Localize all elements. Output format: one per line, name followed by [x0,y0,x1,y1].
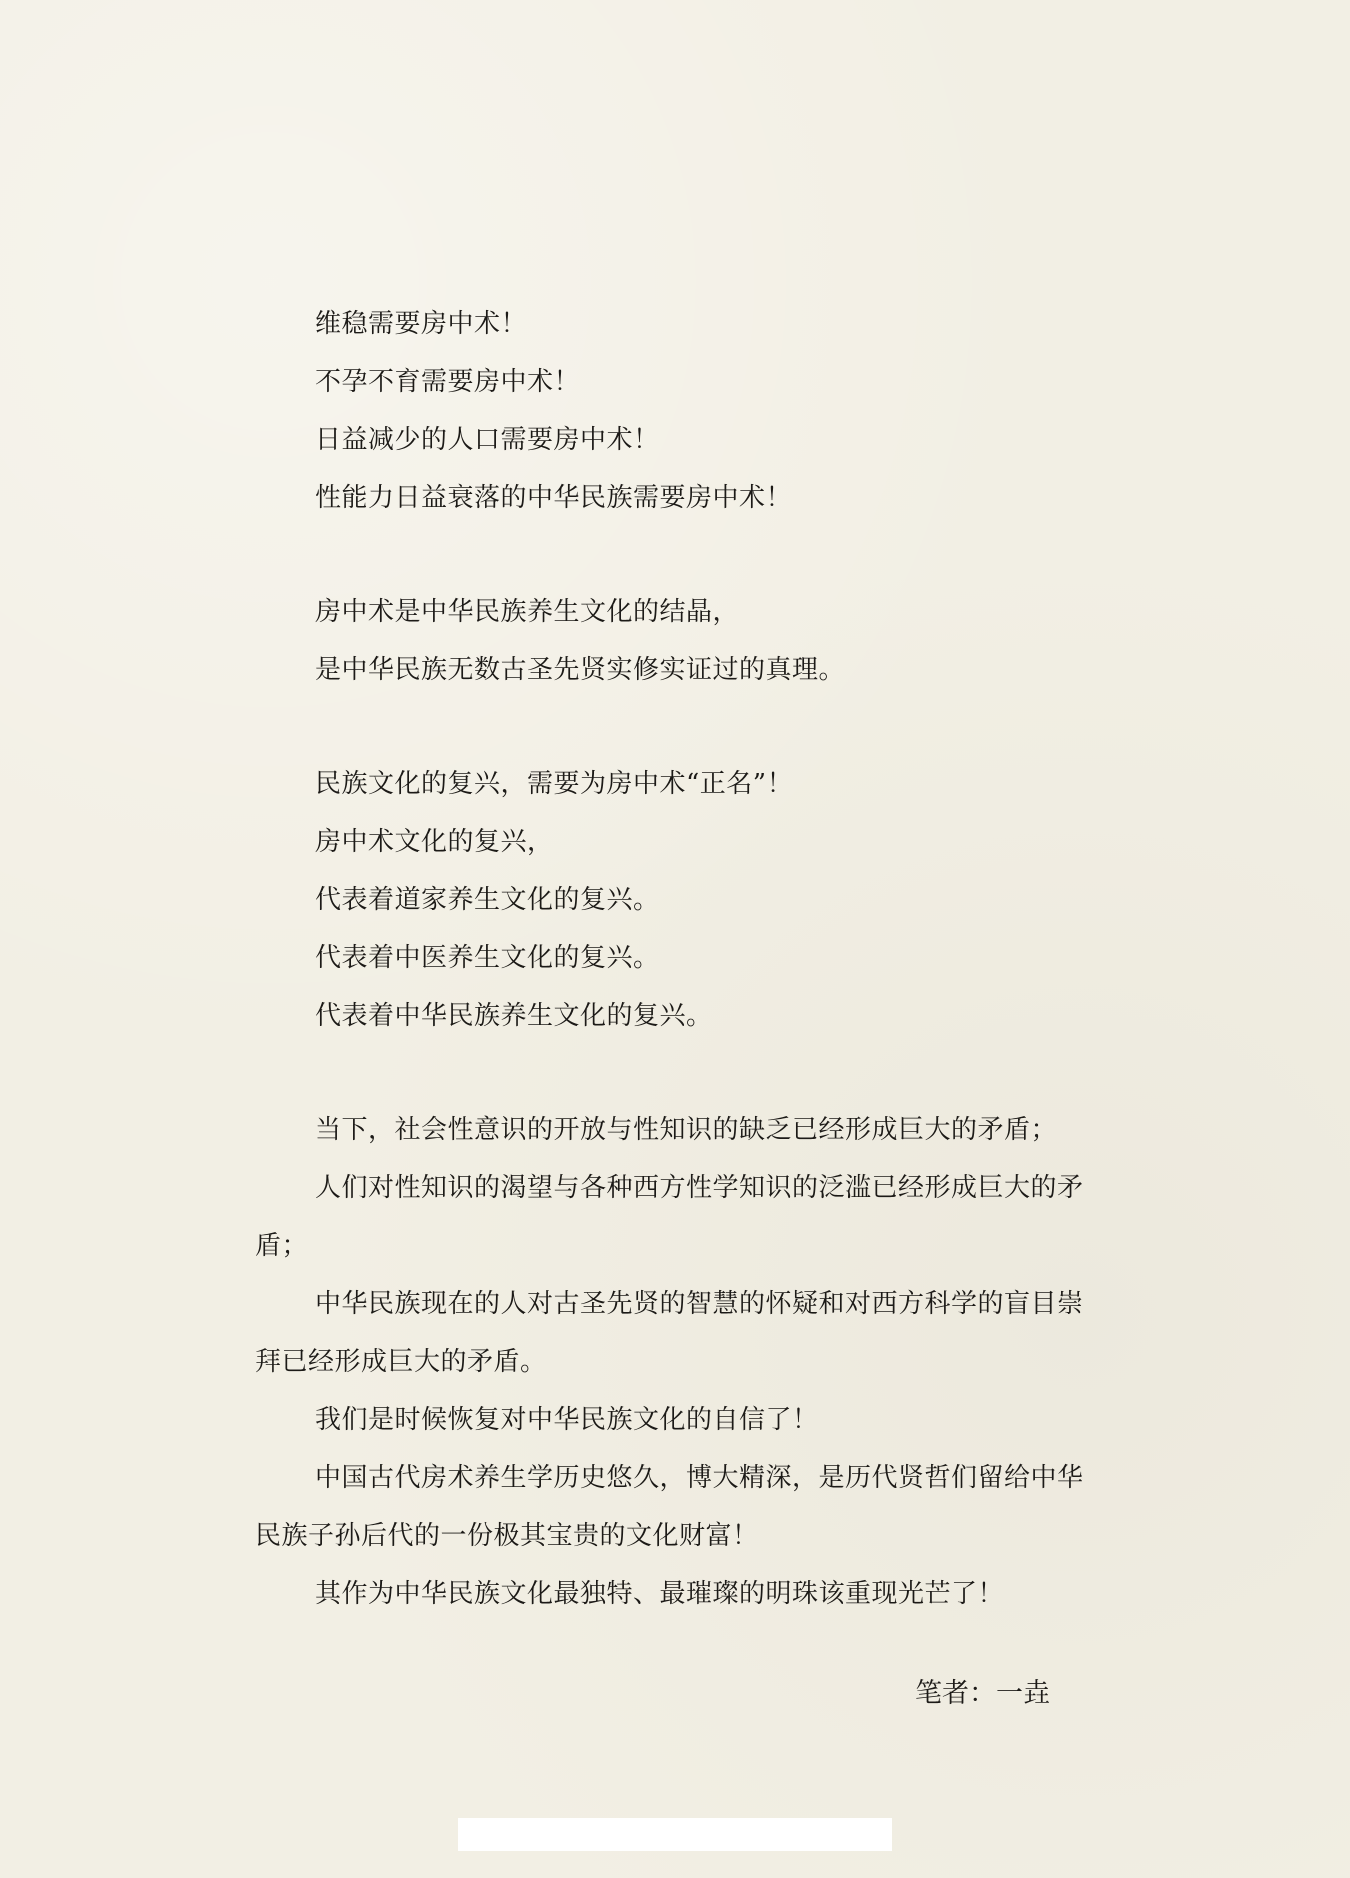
section2-line-1: 房中术是中华民族养生文化的结晶， [315,597,740,627]
section-gap [255,699,1105,755]
section4-paragraph-2: 人们对性知识的渴望与各种西方性学知识的泛滥已经形成巨大的矛盾； [255,1173,1084,1261]
section3-line-5: 代表着中华民族养生文化的复兴。 [315,1001,713,1031]
section1-line-4: 性能力日益衰落的中华民族需要房中术！ [315,483,793,513]
section1-line-2: 不孕不育需要房中术！ [315,367,581,397]
section4-paragraph-4: 我们是时候恢复对中华民族文化的自信了！ [315,1405,819,1435]
section3-line-4: 代表着中医养生文化的复兴。 [315,943,660,973]
section-gap [255,527,1105,583]
section4-paragraph-5: 中国古代房术养生学历史悠久，博大精深，是历代贤哲们留给中华民族子孙后代的一份极其宝贵的文化财富！ [255,1463,1084,1551]
section4-paragraph-3: 中华民族现在的人对古圣先贤的智慧的怀疑和对西方科学的盲目崇拜已经形成巨大的矛盾。 [255,1289,1084,1377]
section1-line-3: 日益减少的人口需要房中术！ [315,425,660,455]
section3-line-2: 房中术文化的复兴， [315,827,554,857]
author-signature: 笔者：一垚 [915,1678,1050,1709]
section-gap [255,1045,1105,1101]
section2-line-2: 是中华民族无数古圣先贤实修实证过的真理。 [315,655,846,685]
section1-line-1: 维稳需要房中术！ [315,309,528,339]
section3-line-3: 代表着道家养生文化的复兴。 [315,885,660,915]
bottom-white-bar [458,1818,892,1851]
document-body [255,295,1105,1623]
section4-paragraph-1: 当下，社会性意识的开放与性知识的缺乏已经形成巨大的矛盾； [315,1115,1058,1145]
section3-line-1: 民族文化的复兴，需要为房中术“正名”！ [315,769,794,799]
section4-paragraph-6: 其作为中华民族文化最独特、最璀璨的明珠该重现光芒了！ [315,1579,1005,1609]
